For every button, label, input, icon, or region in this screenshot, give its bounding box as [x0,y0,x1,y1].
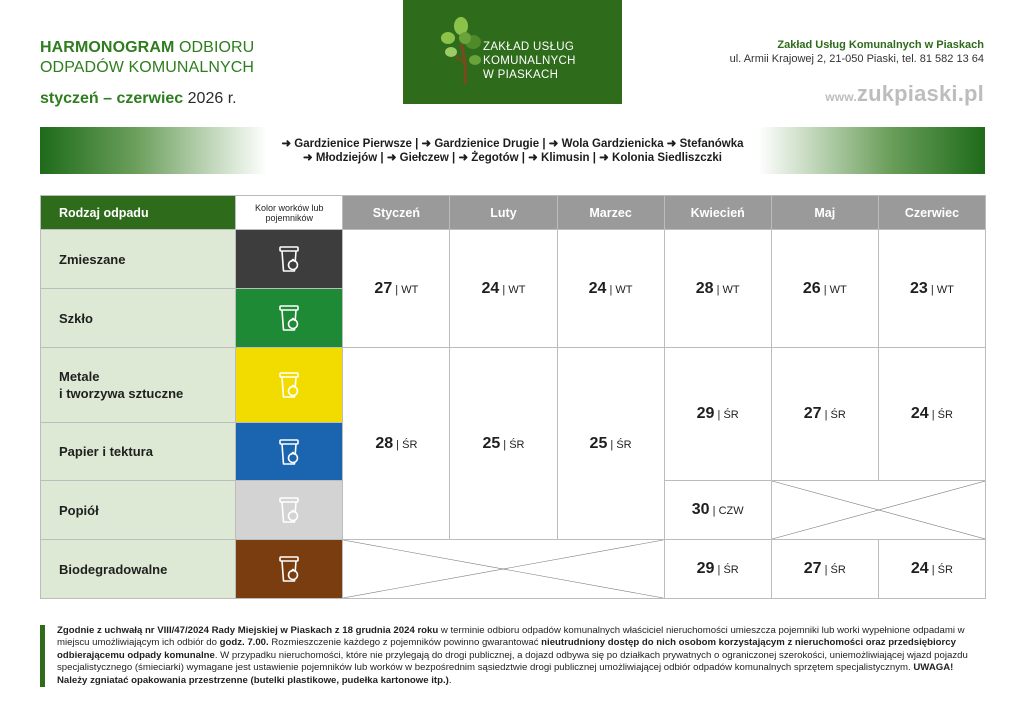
title-bold: HARMONOGRAM [40,39,175,56]
date-cell [557,230,664,348]
date-cell [557,348,664,540]
date-weekday: ŚR [402,438,418,451]
date-sep: | [713,283,723,296]
note-text-2: Rozmieszczenie każdego z pojemników powinno gwarantować [268,637,542,649]
date-weekday: ŚR [830,564,846,576]
legal-note [40,625,986,687]
bin-icon [276,554,302,584]
date-cell [450,230,557,348]
villages-line-2: ➜ Młodziejów | ➜ Giełczew | ➜ Żegotów | ➜ Klimusin | ➜ Kolonia Siedliszczki [303,152,722,164]
title-line-2: ODPADÓW KOMUNALNYCH [40,59,255,76]
waste-type-metal-plastic [41,348,236,423]
date-number: 25 [589,434,608,452]
date-number: 29 [696,560,715,577]
date-sep: | [393,438,403,451]
note-resolution: Zgodnie z uchwałą nr VIII/47/2024 Rady Miejskiej w Piaskach z 18 grudnia 2024 roku [57,625,439,636]
no-collection-cell [343,540,664,599]
date-weekday: WT [722,283,740,296]
date-cell [664,540,771,599]
date-weekday: ŚR [723,409,739,421]
date-number: 24 [588,279,607,297]
date-sep: | [714,409,724,421]
header-month-5: Maj [771,196,878,230]
date-cell [450,348,557,540]
date-cell [771,348,878,481]
header-month-3: Marzec [557,196,664,230]
date-cell [343,230,450,348]
header-month-2: Luty [450,196,557,230]
villages-band [40,127,985,174]
bin-icon [276,244,302,274]
date-weekday: ŚR [509,438,525,451]
period-year: 2026 r. [183,90,237,107]
logo [403,0,622,104]
period [40,90,254,108]
org-info [730,38,984,107]
date-number: 27 [803,405,822,422]
website-link[interactable] [730,81,984,107]
date-weekday: WT [936,283,954,296]
bin-icon [276,303,302,333]
date-number: 26 [802,279,821,297]
date-weekday: WT [508,283,526,296]
date-cell [878,348,985,481]
date-number: 23 [909,279,928,297]
date-sep: | [499,283,509,296]
date-weekday: WT [401,283,419,296]
date-number: 27 [803,560,822,577]
date-sep: | [821,409,831,421]
date-number: 28 [375,434,394,452]
date-sep: | [820,283,830,296]
date-weekday: CZW [718,505,744,517]
waste-type-line-2: i tworzywa sztuczne [59,386,184,401]
date-sep: | [821,564,831,576]
date-sep: | [606,283,616,296]
website-prefix: www. [825,90,857,104]
org-address: ul. Armii Krajowej 2, 21-050 Piaski, tel. 81 582 13 64 [729,53,984,65]
date-weekday: ŚR [616,438,632,451]
date-cell [771,230,878,348]
schedule-table [40,195,986,599]
no-collection-cell [771,481,985,540]
note-text-3: . W przypadku nieruchomości, które nie przylegają do drogi publicznej, a dojazd odbywa się po działkach prywatnych o ograniczonej szerokości, uniemożliwiającej wjazd pojazdu specjalistycznego (śmieciarki) wymagane jest ustawienie pojemników lub worków w bezpośrednim sąsiedztwie drogi publicznej umożliwiającej odbiór odpadów komunalnych sprzętem specjalistycznym. [57,649,968,674]
date-number: 29 [696,405,715,422]
header-month-1: Styczeń [343,196,450,230]
table-header-row [41,196,986,230]
date-weekday: WT [615,283,633,296]
date-cell [664,230,771,348]
date-cell [343,348,450,540]
header-month-4: Kwiecień [664,196,771,230]
date-sep: | [928,564,938,576]
title-rest: ODBIORU [174,39,255,56]
title-block [40,38,254,108]
date-number: 24 [481,279,500,297]
color-swatch-glass [236,289,343,348]
date-weekday: ŚR [723,564,739,576]
logo-line-3: W PIASKACH [483,69,559,81]
header-color: Kolor worków lub pojemników [236,196,343,230]
date-cell [664,348,771,481]
logo-line-1: ZAKŁAD USŁUG [483,41,575,53]
logo-text [483,40,576,82]
waste-type-mixed: Zmieszane [41,230,236,289]
waste-type-ash: Popiół [41,481,236,540]
tree-icon [439,14,483,86]
cross-lines [343,540,663,598]
period-months: styczeń – czerwiec [40,90,184,107]
date-sep: | [928,409,938,421]
date-sep: | [392,283,402,296]
date-sep: | [714,564,724,576]
villages-list [40,137,985,165]
date-weekday: ŚR [937,409,953,421]
note-warning: UWAGA! Należy zgniatać opakowania przestrzenne (butelki plastikowe, pudełka kartonowe itp.) [57,662,954,686]
table-row [41,348,986,423]
waste-type-bio: Biodegradowalne [41,540,236,599]
note-time: godz. 7.00. [219,637,269,649]
color-swatch-paper [236,423,343,481]
note-access: nieutrudniony dostęp do nich osobom korzystającym z nieruchomości oraz przedsiębiorcy odbierającemu odpady komunalne [57,637,956,661]
date-number: 30 [691,501,710,518]
bin-icon [276,437,302,467]
date-sep: | [709,505,719,517]
date-cell [664,481,771,540]
date-number: 24 [910,405,929,422]
date-sep: | [927,283,937,296]
bin-icon [276,495,302,525]
date-number: 28 [695,279,714,297]
waste-type-glass: Szkło [41,289,236,348]
table-row [41,230,986,289]
table-row [41,540,986,599]
date-weekday: WT [829,283,847,296]
villages-line-1: ➜ Gardzienice Pierwsze | ➜ Gardzienice Drugie | ➜ Wola Gardzienicka ➜ Stefanówka [281,138,744,150]
note-text-1: w terminie odbioru odpadów komunalnych właściciel nieruchomości umieszcza pojemniki lub worki wypełnione odpadami w miejscu umożliwiającym ich odbiór do [57,625,965,649]
color-swatch-bio [236,540,343,599]
header-waste-type: Rodzaj odpadu [41,196,236,230]
date-number: 25 [482,434,501,452]
bin-icon [276,370,302,400]
note-end: . [448,674,452,686]
date-cell [878,540,985,599]
date-cell [771,540,878,599]
date-cell [878,230,985,348]
header-month-6: Czerwiec [878,196,985,230]
date-weekday: ŚR [830,409,846,421]
waste-type-line-1: Metale [59,369,100,384]
website-domain: zukpiaski.pl [856,81,984,106]
date-weekday: ŚR [937,564,953,576]
title-line-1 [40,38,254,58]
color-swatch-ash [236,481,343,540]
cross-lines [772,481,985,539]
waste-type-paper: Papier i tektura [41,423,236,481]
color-swatch-metal-plastic [236,348,343,423]
color-swatch-mixed [236,230,343,289]
date-sep: | [607,438,617,451]
date-sep: | [500,438,510,451]
date-number: 24 [910,560,929,577]
org-name: Zakład Usług Komunalnych w Piaskach [777,39,984,51]
date-number: 27 [374,279,393,297]
logo-line-2: KOMUNALNYCH [483,55,576,67]
